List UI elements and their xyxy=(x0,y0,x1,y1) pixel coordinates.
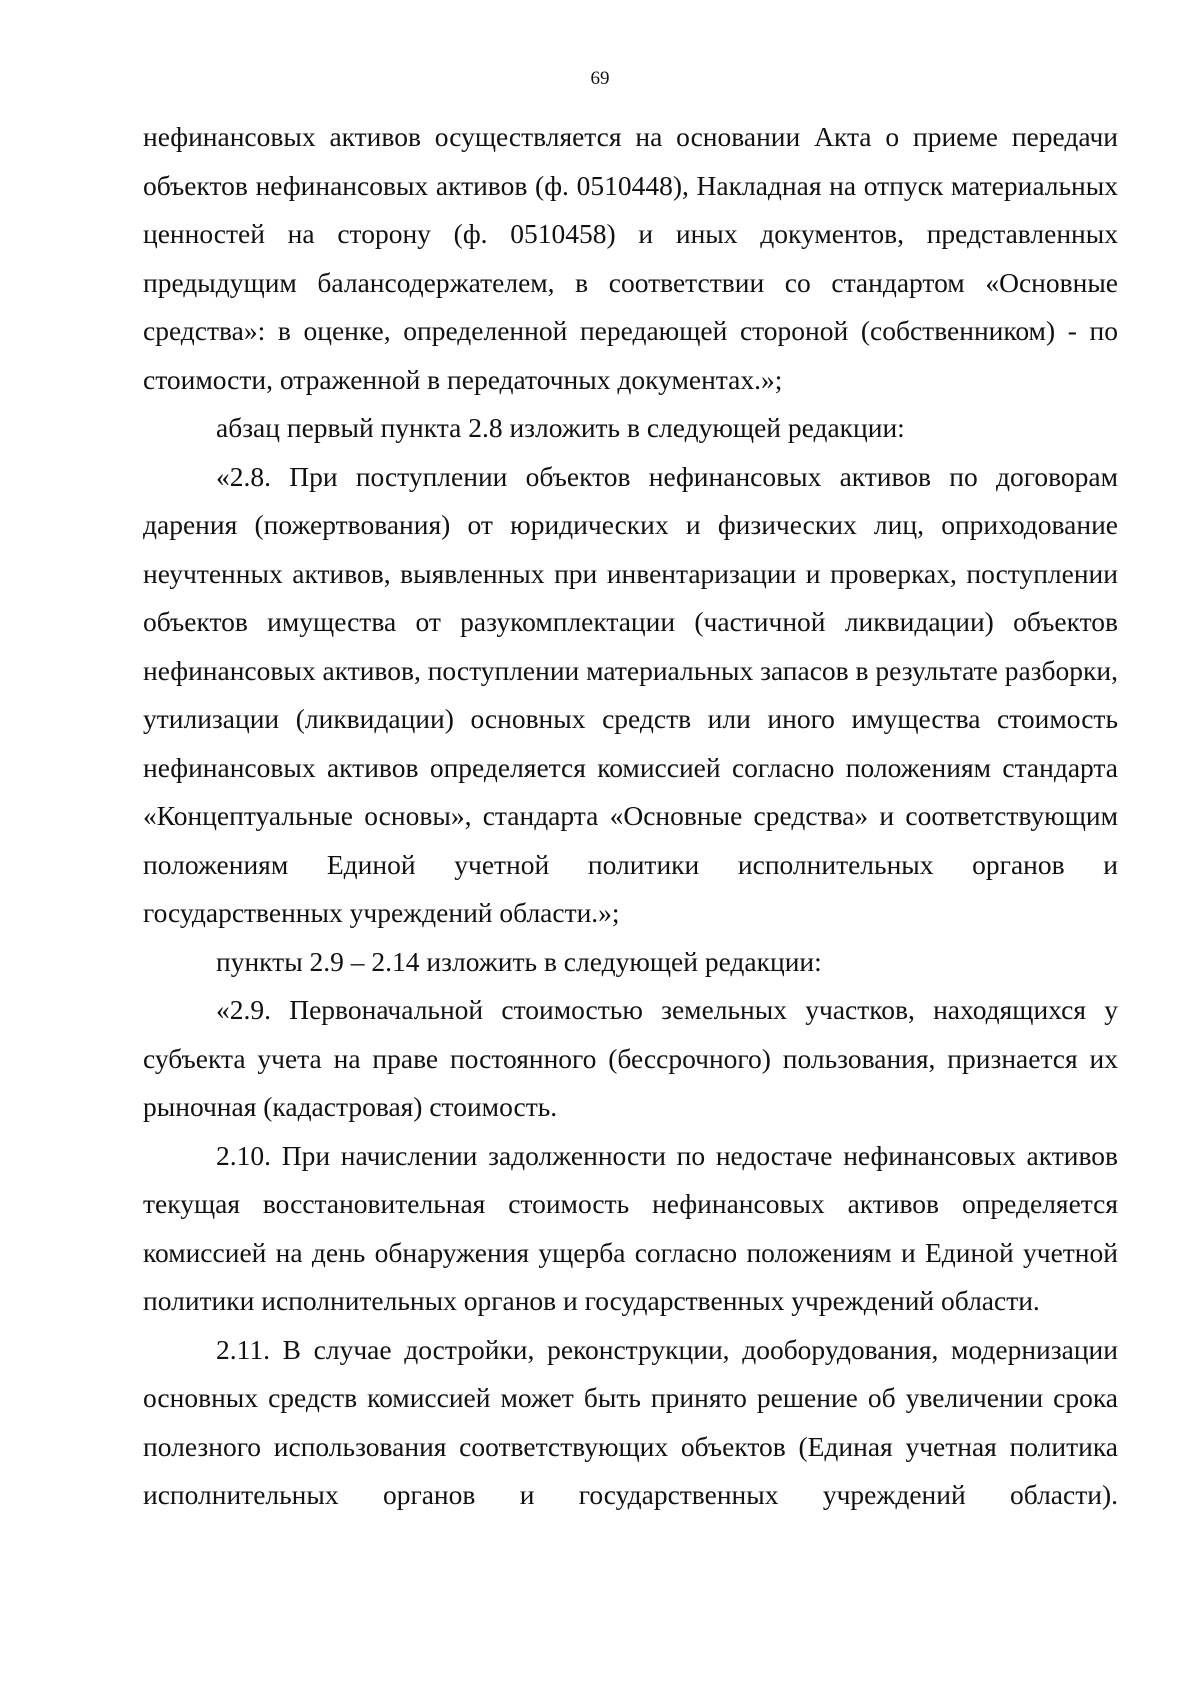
page-number: 69 xyxy=(590,68,610,89)
paragraph-clause-2-9: «2.9. Первоначальной стоимостью земельных участков, находящихся у субъекта учета на праве постоянного (бессрочного) пользования, признается их рыночная (кадастровая) стоимость. xyxy=(143,994,1118,1122)
paragraph-clause-2-8: «2.8. При поступлении объектов нефинансовых активов по договорам дарения (пожертвования) от юридических и физических лиц, оприходование неучтенных активов, выявленных при инвентаризации и проверках, поступлении объектов имущества от разукомплектации (частичной ликвидации) объектов нефинансовых активов, поступлении материальных запасов в результате разборки, утилизации (ликвидации) основных средств или иного имущества стоимость нефинансовых активов определяется комиссией согласно положениям стандарта «Концептуальные основы», стандарта «Основные средства» и соответствующим положениям Единой учетной политики исполнительных органов и государственных учреждений области.»; xyxy=(143,460,1118,928)
paragraph-clause-2-11: 2.11. В случае достройки, реконструкции, дооборудования, модернизации основных средств комиссией может быть принято решение об увеличении срока полезного использования соответствующих объектов (Единая учетная политика исполнительных органов и государственных учреждений области). xyxy=(143,1333,1118,1510)
paragraph-amendment-2-8-intro: абзац первый пункта 2.8 изложить в следующей редакции: xyxy=(216,412,905,443)
paragraph-continuation: нефинансовых активов осуществляется на основании Акта о приеме передачи объектов нефинансовых активов (ф. 0510448), Накладная на отпуск материальных ценностей на сторону (ф. 0510458) и иных документов, представленных предыдущим балансодержателем, в соответствии со стандартом «Основные средства»: в оценке, определенной передающей стороной (собственником) - по стоимости, отраженной в передаточных документах.»; xyxy=(143,121,1118,395)
paragraph-amendment-2-9-intro: пункты 2.9 – 2.14 изложить в следующей редакции: xyxy=(216,945,822,977)
paragraph-clause-2-10: 2.10. При начислении задолженности по недостаче нефинансовых активов текущая восстановительная стоимость нефинансовых активов определяется комиссией на день обнаружения ущерба согласно положениям и Единой учетной политики исполнительных органов и государственных учреждений области. xyxy=(143,1139,1118,1316)
document-body xyxy=(143,113,1118,1520)
